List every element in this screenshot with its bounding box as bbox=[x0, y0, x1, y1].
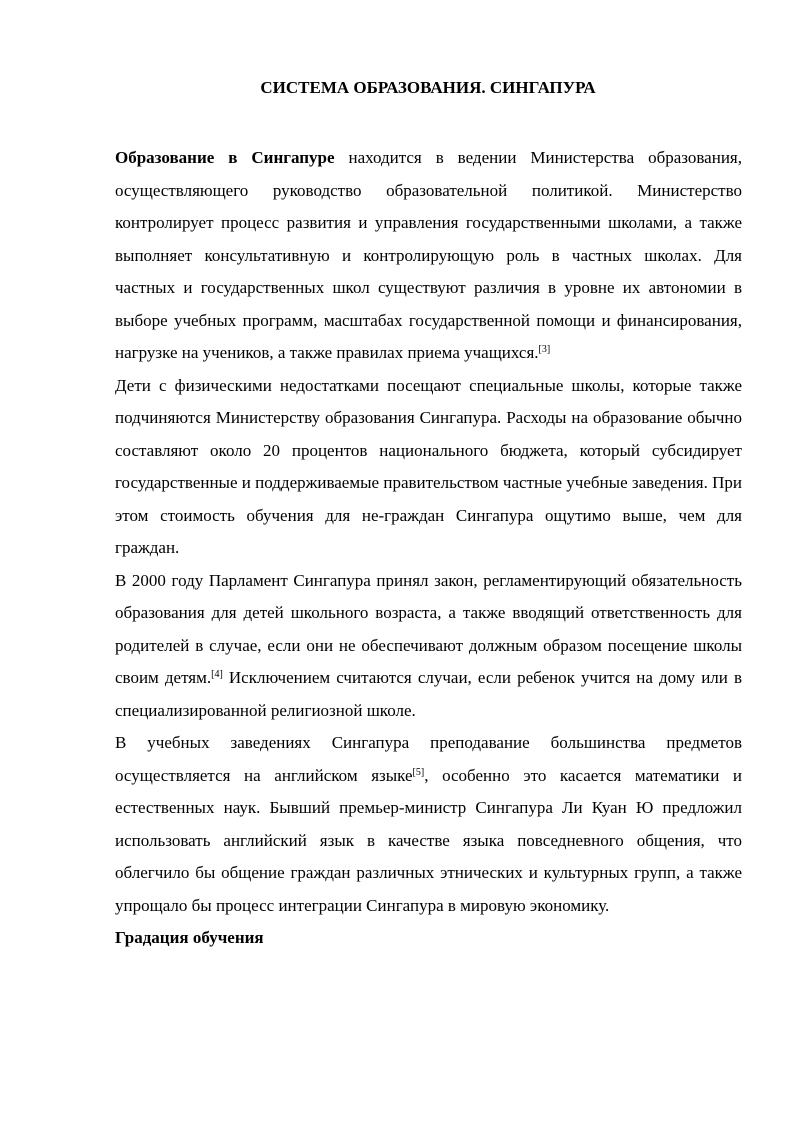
english-text-after: , особенно это касается математики и естественных наук. Бывший премьер-министр Сингапура Ли Куан Ю предложил использовать английский язык в качестве языка повседневного общения, что облегчило бы общение граждан различных этнических и культурных групп, а также упрощало бы процесс интеграции Сингапура в мировую экономику. bbox=[115, 765, 742, 915]
footnote-ref-4[interactable]: [4] bbox=[211, 669, 223, 680]
intro-text: находится в ведении Министерства образования, осуществляющего руководство образовательной политикой. Министерство контролирует процесс развития и управления государственными школами, а также выполняет консультативную и контролирующую роль в частных школах. Для частных и государственных школ существуют различия в уровне их автономии в выборе учебных программ, масштабах государственной помощи и финансирования, нагрузке на учеников, а также правилах приема учащихся. bbox=[115, 148, 742, 362]
section-heading: Градация обучения bbox=[115, 928, 264, 947]
intro-lead: Образование в Сингапуре bbox=[115, 148, 335, 167]
document-title: СИСТЕМА ОБРАЗОВАНИЯ. СИНГАПУРА bbox=[260, 78, 596, 97]
paragraph-law-2000 bbox=[115, 565, 742, 728]
law-text-before: В 2000 году Парламент Сингапура принял закон, регламентирующий обязательность образования для детей школьного возраста, а также вводящий ответственность для родителей в случае, если они не обеспечивают должным образом посещение школы своим детям. bbox=[115, 570, 742, 687]
english-text-before: В учебных заведениях Сингапура преподавание большинства предметов осуществляется на английском языке bbox=[115, 733, 742, 785]
paragraph-intro bbox=[115, 142, 742, 370]
footnote-ref-5[interactable]: [5] bbox=[412, 766, 425, 778]
paragraph-english-language bbox=[115, 727, 742, 922]
footnote-ref-3[interactable]: [3] bbox=[538, 344, 551, 355]
document-body bbox=[115, 142, 742, 955]
special-schools-text: Дети с физическими недостатками посещают специальные школы, которые также подчиняются Министерству образования Сингапура. Расходы на образование обычно составляют около 20 процентов национального бюджета, который субсидирует государственные и поддерживаемые правительством частные учебные заведения. При этом стоимость обучения для не-граждан Сингапура ощутимо выше, чем для граждан. bbox=[115, 375, 742, 557]
law-text-after: Исключением считаются случаи, если ребенок учится на дому или в специализированной религиозной школе. bbox=[115, 668, 742, 720]
paragraph-special-schools bbox=[115, 370, 742, 565]
